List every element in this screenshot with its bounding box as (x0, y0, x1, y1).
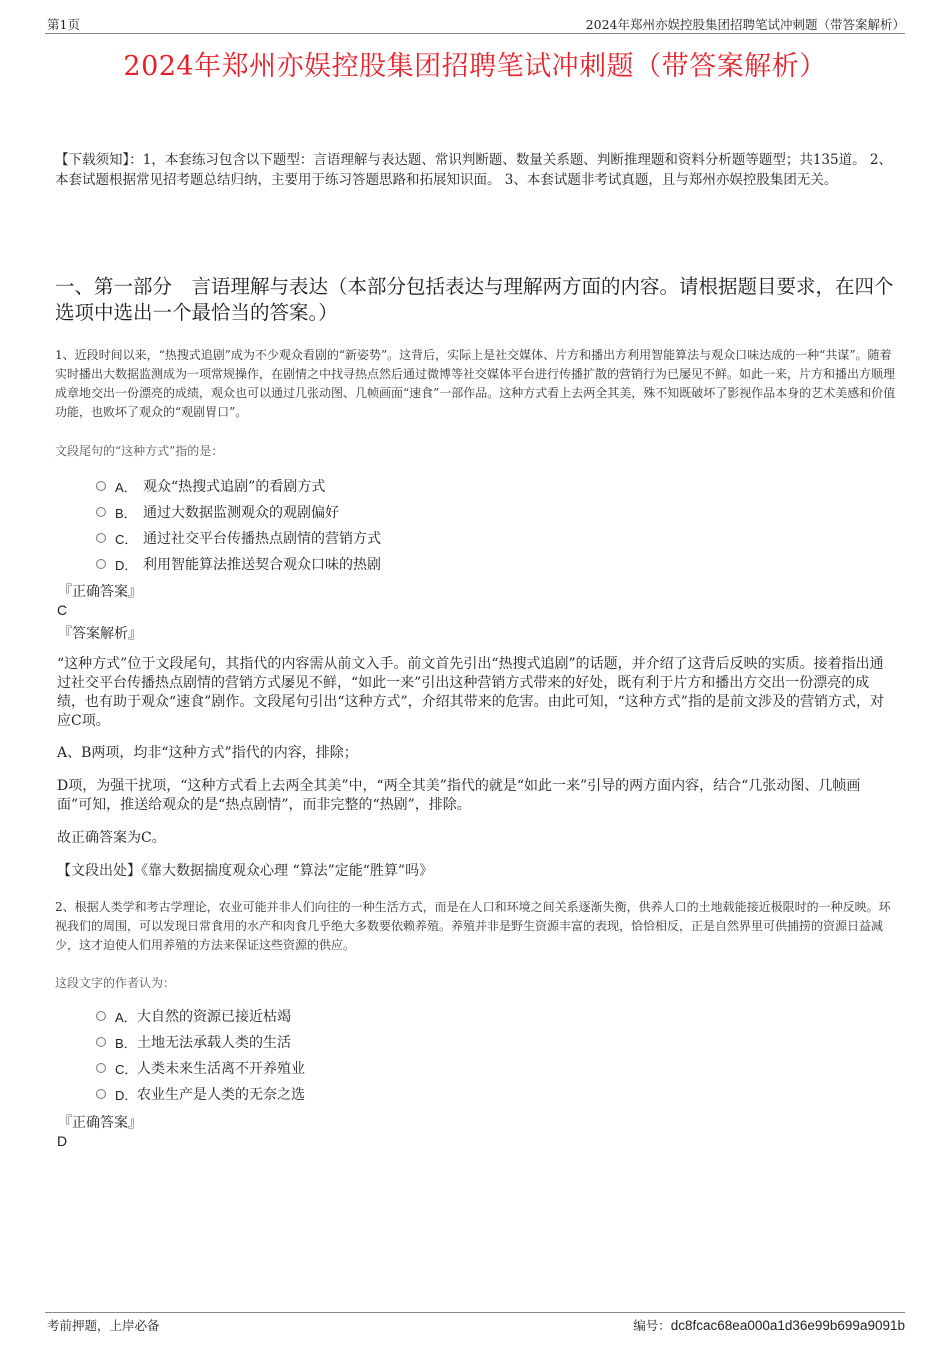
question-1-option-c[interactable]: C． 通过社交平台传播热点剧情的营销方式 (96, 525, 381, 551)
download-notice: 【下载须知】：1，本套练习包含以下题型：言语理解与表达题、常识判断题、数量关系题、判断推理题和资料分析题等题型；共135道。 2、本套试题根据常见招考题总结归纳，主要用于练习答题思路和拓展知识面。 3、本套试题非考试真题，且与郑州亦娱控股集团无关。 (55, 152, 892, 188)
question-2-answer-label: 『正确答案』 (58, 1115, 142, 1131)
question-1-analysis-paragraph: “这种方式”位于文段尾句，其指代的内容需从前文入手。前文首先引出“热搜式追剧”的话题，并介绍了这背后反映的实质。接着指出通过社交平台传播热点剧情的营销方式屡见不鲜，“如此一来”引出这种营销方式带来的好处，既有利于片方和播出方交出一份漂亮的成绩，也有助于观众“速食”剧作。文段尾句引出“这种方式”，介绍其带来的危害。由此可知，“这种方式”指的是前文涉及的营销方式，对应C项。 (57, 656, 884, 729)
question-1-answer: C (57, 602, 68, 618)
radio-icon[interactable] (96, 559, 106, 569)
radio-icon[interactable] (96, 1011, 106, 1021)
question-1-options (96, 473, 381, 577)
radio-icon[interactable] (96, 481, 106, 491)
question-2-option-b[interactable]: B． 土地无法承载人类的生活 (96, 1029, 305, 1055)
question-1-conclusion: 故正确答案为C。 (57, 830, 166, 846)
question-1-source: 【文段出处】《靠大数据揣度观众心理 “算法”定能“胜算”吗》 (57, 863, 434, 879)
question-1-analysis-paragraph: D项，为强干扰项，“这种方式看上去两全其美”中，“两全其美”指代的就是“如此一来”引导的两方面内容，结合“几张动图、几帧画面”可知，推送给观众的是“热点剧情”，而非完整的“热剧”，排除。 (57, 778, 861, 813)
radio-icon[interactable] (96, 1089, 106, 1099)
question-1-analysis-label: 『答案解析』 (58, 626, 142, 642)
footer-code-value: dc8fcac68ea000a1d36e99b699a9091b (670, 1318, 905, 1333)
question-1-text: 1、近段时间以来，“热搜式追剧”成为不少观众看剧的“新姿势”。这背后，实际上是社交媒体、片方和播出方利用智能算法与观众口味达成的一种“共谋”。随着实时播出大数据监测成为一项常规操作，在剧情之中找寻热点然后通过微博等社交媒体平台进行传播扩散的营销行为已屡见不鲜。如此一来，片方和播出方顺理成章地交出一份漂亮的成绩，观众也可以通过几张动图、几帧画面“速食”一部作品。这种方式看上去两全其美，殊不知既破坏了影视作品本身的艺术美感和价值功能，也败坏了观众的“观剧胃口”。 (55, 348, 896, 419)
question-2-option-a[interactable]: A． 大自然的资源已接近枯竭 (96, 1003, 305, 1029)
header-doc-title: 2024年郑州亦娱控股集团招聘笔试冲刺题（带答案解析） (585, 17, 905, 32)
question-2-option-c[interactable]: C． 人类未来生活离不开养殖业 (96, 1055, 305, 1081)
question-1-prompt: 文段尾句的“这种方式”指的是： (55, 444, 224, 458)
question-1-option-d[interactable]: D． 利用智能算法推送契合观众口味的热剧 (96, 551, 381, 577)
question-2-answer: D (57, 1133, 68, 1149)
question-2-text: 2、根据人类学和考古学理论，农业可能并非人们向往的一种生活方式，而是在人口和环境之间关系逐渐失衡，供养人口的土地载能接近极限时的一种反映。环视我们的周围，可以发现日常食用的水产和肉食几乎绝大多数要依赖养殖。养殖并非是野生资源丰富的表现，恰恰相反，正是自然界里可供捕捞的资源日益减少，这才迫使人们用养殖的方法来保证这些资源的供应。 (55, 900, 891, 952)
question-1-answer-label: 『正确答案』 (58, 584, 142, 600)
question-2-option-d[interactable]: D． 农业生产是人类的无奈之选 (96, 1081, 305, 1107)
radio-icon[interactable] (96, 1063, 106, 1073)
question-2-options (96, 1003, 305, 1107)
question-1-option-a[interactable]: A． 观众“热搜式追剧”的看剧方式 (96, 473, 381, 499)
radio-icon[interactable] (96, 507, 106, 517)
footer-code-label: 编号： (633, 1318, 671, 1333)
header-divider (45, 33, 905, 34)
page-title: 2024年郑州亦娱控股集团招聘笔试冲刺题（带答案解析） (123, 51, 827, 82)
footer-code (633, 1316, 905, 1334)
section-heading: 一、第一部分 言语理解与表达（本部分包括表达与理解两方面的内容。请根据题目要求，在四个选项中选出一个最恰当的答案。） (55, 275, 894, 324)
question-1-analysis-paragraph: A、B两项，均非“这种方式”指代的内容，排除； (57, 745, 358, 761)
radio-icon[interactable] (96, 533, 106, 543)
footer-slogan: 考前押题，上岸必备 (47, 1318, 160, 1333)
radio-icon[interactable] (96, 1037, 106, 1047)
question-1-option-b[interactable]: B． 通过大数据监测观众的观剧偏好 (96, 499, 381, 525)
question-2-prompt: 这段文字的作者认为： (55, 976, 176, 990)
footer-divider (45, 1312, 905, 1313)
page-number: 第1页 (47, 17, 80, 32)
